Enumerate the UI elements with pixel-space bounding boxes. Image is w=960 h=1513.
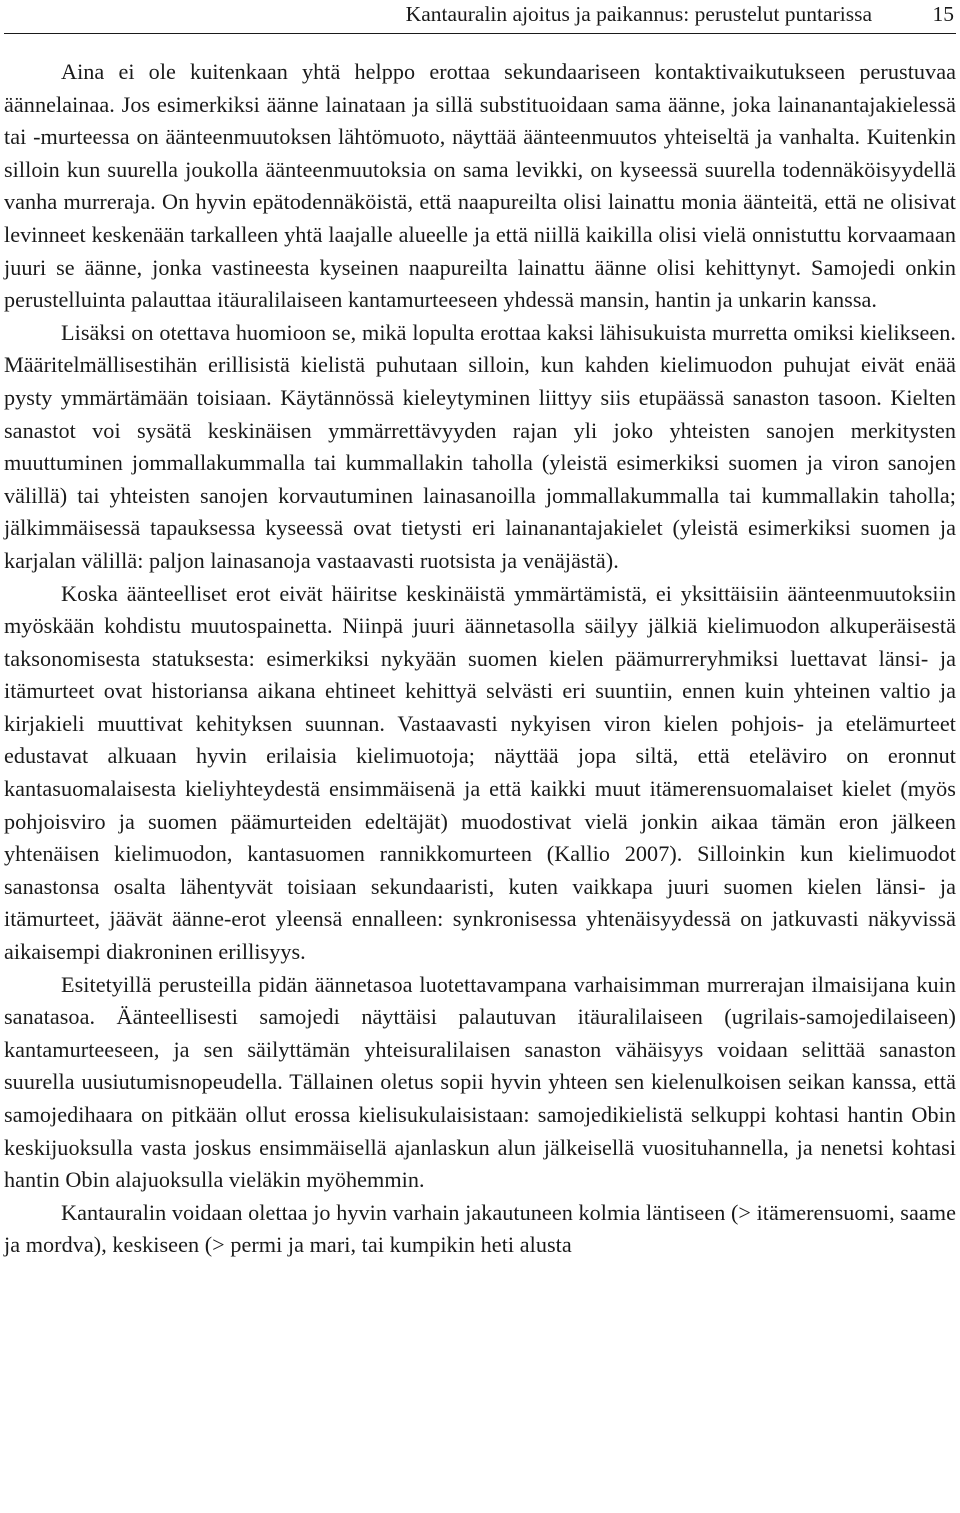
body-text: [4, 56, 956, 1262]
running-title: Kantauralin ajoitus ja paikannus: perustelut puntarissa: [405, 2, 872, 26]
paragraph: Aina ei ole kuitenkaan yhtä helppo erottaa sekundaariseen kontaktivaikutukseen perustuvaa äännelainaa. Jos esimerkiksi äänne lainataan ja sillä substituoidaan sama äänne, joka lainanantajakielessä tai -murteessa on äänteenmuutoksen lähtömuoto, näyttää äänteenmuutos yhteiseltä ja vanhalta. Kuitenkin silloin kun suurella joukolla äänteenmuutoksia on sama levikki, on kyseessä suurella todennäköisyydellä vanha murreraja. On hyvin epätodennäköistä, että naapureilta olisi lainattu monia äänteitä, että ne olisivat levinneet keskenään tarkalleen yhtä laajalle alueelle ja että niillä kaikilla olisi vielä onnistuttu korvaamaan juuri se äänne, jonka vastineesta kyseinen naapureilta lainattu äänne olisi kehittynyt. Samojedi onkin perustelluinta palauttaa itäuralilaiseen kantamurteeseen yhdessä mansin, hantin ja unkarin kanssa.: [4, 59, 956, 313]
running-header: [4, 0, 956, 34]
paragraph: Lisäksi on otettava huomioon se, mikä lopulta erottaa kaksi lähisukuista murretta omiksi kielikseen. Määritelmällisestihän erillisistä kielistä puhutaan silloin, kun kahden kielimuodon puhujat eivät enää pysty ymmärtämään toisiaan. Käytännössä kieleytyminen liittyy siis etupäässä sanaston tasoon. Kielten sanastot voi sysätä keskinäisen ymmärrettävyyden rajan yli joko yhteisten sanojen merkitysten muuttuminen jommallakummalla tai kummallakin taholla (yleistä esimerkiksi suomen ja viron sanojen välillä) tai yhteisten sanojen korvautuminen lainasanoilla jommallakummalla tai kummallakin taholla; jälkimmäisessä tapauksessa kyseessä ovat tietysti eri lainanantajakielet (yleistä esimerkiksi suomen ja karjalan välillä: paljon lainasanoja vastaavasti ruotsista ja venäjästä).: [4, 319, 956, 573]
page-number: 15: [932, 2, 954, 26]
paragraph: Kantauralin voidaan olettaa jo hyvin varhain jakautuneen kolmia läntiseen (> itämerensuomi, saame ja mordva), keskiseen (> permi ja mari, tai kumpikin heti alusta: [4, 1199, 956, 1258]
paragraph: Koska äänteelliset erot eivät häiritse keskinäistä ymmärtämistä, ei yksittäisiin äänteenmuutoksiin myöskään kohdistu muutospainetta. Niinpä juuri äännetasolla säilyy jälkiä kielimuodon alkuperäisestä taksonomisesta statuksesta: esimerkiksi nykyään suomen kielen päämurreryhmiksi luettavat länsi- ja itämurteet ovat historiansa aikana ehtineet kehittyä selvästi eri suuntiin, ennen kuin yhteinen valtio ja kirjakieli muuttivat kehityksen suunnan. Vastaavasti nykyisen viron kielen pohjois- ja etelämurteet edustavat alkuaan hyvin erilaisia kielimuotoja; näyttää jopa siltä, että eteläviro on eronnut kantasuomalaisesta kieliyhteydestä ensimmäisenä ja että kaikki muut itämerensuomalaiset kielet (myös pohjoisviro ja suomen päämurteiden edeltäjät) muodostivat vielä jonkin aikaa tämän eron jälkeen yhtenäisen kielimuodon, kantasuomen rannikkomurteen (Kallio 2007). Silloinkin kun kielimuodot sanastonsa osalta lähentyvät toisiaan sekundaaristi, kuten vaikkapa juuri suomen kielen länsi- ja itämurteet, jäävät äänne-erot yleensä ennalleen: synkronisessa yhtenäisyydessä on jatkuvasti näkyvissä aikaisempi diakroninen erillisyys.: [4, 580, 956, 965]
paragraph: Esitetyillä perusteilla pidän äännetasoa luotettavampana varhaisimman murrerajan ilmaisijana kuin sanatasoa. Äänteellisesti samojedi näyttäisi palautuvan itäuralilaiseen (ugrilais-samojedilaiseen) kantamurteeseen, ja sen säilyttämän yhteisuralilaisen sanaston vähäisyys voidaan selittää sanaston suurella uusiutumisnopeudella. Tällainen oletus sopii hyvin yhteen sen kielenulkoisen seikan kanssa, että samojedihaara on pitkään ollut erossa kielisukulaisistaan: samojedikielistä selkuppi kohtasi hantin Obin keskijuoksulla vasta joskus ensimmäisellä ajanlaskun alun jälkeisellä vuosituhannella, ja nenetsi kohtasi hantin Obin alajuoksulla vieläkin myöhemmin.: [4, 971, 956, 1193]
document-page: [4, 0, 956, 1513]
